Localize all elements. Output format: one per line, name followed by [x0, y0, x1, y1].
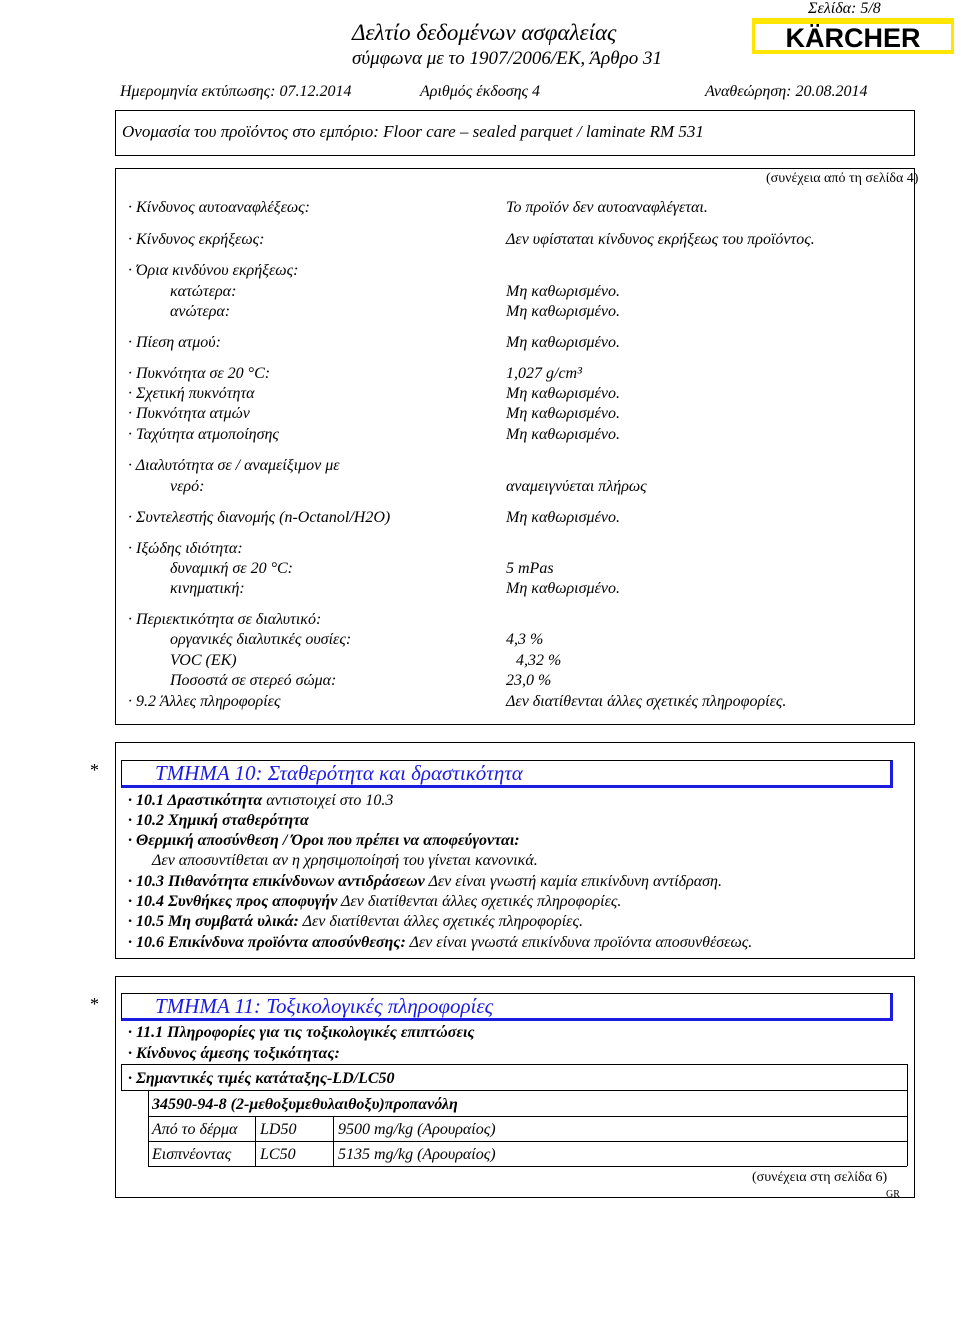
prop-label-upper: ανώτερα: [170, 303, 231, 320]
s11-row2-value: 5135 mg/kg (Αρουραίος) [338, 1146, 496, 1163]
s11-row2-type: LC50 [260, 1146, 296, 1163]
s11-table-vrule-outer [121, 1064, 122, 1090]
s11-ld-lc50-heading: · Σημαντικές τιμές κατάταξης-LD/LC50 [128, 1070, 395, 1087]
prop-label-self-ignition: · Κίνδυνος αυτοαναφλέξεως: [128, 199, 310, 216]
prop-value-vapour-pressure: Μη καθωρισμένο. [506, 334, 620, 351]
svg-text:KÄRCHER: KÄRCHER [785, 23, 921, 53]
product-name: Ονομασία του προϊόντος στο εμπόριο: Floor care – sealed parquet / laminate RM 531 [122, 122, 704, 141]
prop-label-other-info: · 9.2 Άλλες πληροφορίες [128, 693, 281, 710]
version-number: Αριθμός έκδοσης 4 [420, 83, 541, 100]
page-number: Σελίδα: 5/8 [808, 0, 881, 17]
prop-label-vapour-pressure: · Πίεση ατμού: [128, 334, 221, 351]
s10-conditions-text: Δεν διατίθενται άλλες σχετικές πληροφορίες. [337, 893, 622, 910]
s11-table-vrule-right [907, 1064, 908, 1166]
s10-line-hazardous-reactions [128, 873, 722, 891]
prop-value-explosion: Δεν υφίσταται κίνδυνος εκρήξεως του προϊόντος. [506, 231, 815, 248]
s10-hazardous-reactions-label: · 10.3 Πιθανότητα επικίνδυνων αντιδράσεων [128, 873, 425, 890]
document-title: Δελτίο δεδομένων ασφαλείας [352, 20, 617, 45]
s11-row2-route: Εισπνέοντας [152, 1146, 232, 1163]
prop-label-solubility: · Διαλυτότητα σε / αναμείξιμον με [128, 457, 340, 474]
s10-conditions-label: · 10.4 Συνθήκες προς αποφυγήν [128, 893, 338, 910]
prop-label-lower: κατώτερα: [170, 283, 237, 300]
continued-from: (συνέχεια από τη σελίδα 4) [766, 171, 919, 186]
s11-table-top-rule [121, 1064, 907, 1065]
prop-value-vapour-density: Μη καθωρισμένο. [506, 405, 620, 422]
s11-table-rule-2 [121, 1090, 907, 1091]
prop-label-explosion-limits: · Όρια κινδύνου εκρήξεως: [128, 262, 299, 279]
s10-hazardous-reactions-text: Δεν είναι γνωστή καμία επικίνδυνη αντίδραση. [424, 873, 722, 890]
prop-label-evaporation: · Ταχύτητα ατμοποίησης [128, 426, 279, 443]
section11-change-marker: * [90, 994, 99, 1014]
prop-label-viscosity: · Ιξώδης ιδιότητα: [128, 540, 243, 557]
section10-change-marker: * [90, 760, 99, 780]
prop-value-lower: Μη καθωρισμένο. [506, 283, 620, 300]
prop-value-other-info: Δεν διατίθενται άλλες σχετικές πληροφορίες. [506, 693, 787, 710]
s10-reactivity-label: · 10.1 Δραστικότητα [128, 792, 263, 809]
s10-incompatible-label: · 10.5 Μη συμβατά υλικά: [128, 913, 299, 930]
section10-header [121, 760, 893, 788]
s11-toxicological-effects: · 11.1 Πληροφορίες για τις τοξικολογικές επιπτώσεις [128, 1024, 475, 1041]
section10-title: ΤΜΗΜΑ 10: Σταθερότητα και δραστικότητα [155, 761, 523, 785]
prop-value-relative-density: Μη καθωρισμένο. [506, 385, 620, 402]
language-code: GR [886, 1189, 900, 1200]
prop-value-water: αναμειγνύεται πλήρως [506, 478, 647, 495]
s10-thermal-decomposition: · Θερμική αποσύνθεση / Όροι που πρέπει να αποφεύγονται: [128, 832, 520, 849]
s11-substance-name: 34590-94-8 (2-μεθοξυμεθυλαιθοξυ)προπανόλη [152, 1096, 458, 1113]
prop-label-partition: · Συντελεστής διανομής (n-Octanol/H2O) [128, 509, 391, 526]
section11-title: ΤΜΗΜΑ 11: Τοξικολογικές πληροφορίες [155, 994, 494, 1018]
prop-value-kinematic: Μη καθωρισμένο. [506, 580, 620, 597]
s10-line-conditions [128, 893, 621, 911]
prop-label-kinematic: κινηματική: [170, 580, 245, 597]
s11-table-vrule-1 [255, 1116, 256, 1166]
s10-chemical-stability: · 10.2 Χημική σταθερότητα [128, 812, 309, 829]
s10-reactivity-text: αντιστοιχεί στο 10.3 [262, 792, 394, 809]
prop-value-density: 1,027 g/cm³ [506, 365, 582, 382]
prop-value-dynamic: 5 mPas [506, 560, 554, 577]
s10-line-reactivity [128, 792, 393, 810]
s11-table-vrule-left [148, 1090, 149, 1166]
s11-row1-route: Από το δέρμα [152, 1121, 238, 1138]
prop-value-partition: Μη καθωρισμένο. [506, 509, 620, 526]
s10-thermal-text: Δεν αποσυντίθεται αν η χρησιμοποίησή του γίνεται κανονικά. [152, 852, 538, 869]
s11-acute-toxicity: · Κίνδυνος άμεσης τοξικότητας: [128, 1045, 340, 1062]
s11-table-vrule-2 [333, 1116, 334, 1166]
prop-value-upper: Μη καθωρισμένο. [506, 303, 620, 320]
prop-label-organic-solvents: οργανικές διαλυτικές ουσίες: [170, 631, 352, 648]
s11-table-bottom-rule [148, 1166, 907, 1167]
s10-line-incompatible [128, 913, 583, 931]
s11-row1-type: LD50 [260, 1121, 297, 1138]
prop-label-water: νερό: [170, 478, 205, 495]
prop-value-voc: 4,32 % [516, 652, 562, 669]
document-subtitle: σύμφωνα με το 1907/2006/ΕΚ, Άρθρο 31 [352, 48, 662, 69]
prop-label-density: · Πυκνότητα σε 20 °C: [128, 365, 271, 382]
prop-value-organic-solvents: 4,3 % [506, 631, 544, 648]
product-name-box [115, 110, 915, 156]
prop-label-relative-density: · Σχετική πυκνότητα [128, 385, 255, 402]
prop-label-vapour-density: · Πυκνότητα ατμών [128, 405, 250, 422]
prop-label-solvent-content: · Περιεκτικότητα σε διαλυτικό: [128, 611, 322, 628]
prop-label-voc: VOC (EK) [170, 652, 237, 669]
s11-table-rule-4 [148, 1141, 907, 1142]
s11-row1-value: 9500 mg/kg (Αρουραίος) [338, 1121, 496, 1138]
prop-value-self-ignition: Το προϊόν δεν αυτοαναφλέγεται. [506, 199, 708, 216]
s10-line-decomposition-products [128, 934, 752, 952]
s10-incompatible-text: Δεν διατίθενται άλλες σχετικές πληροφορίες. [298, 913, 583, 930]
karcher-logo [752, 18, 954, 54]
s11-table-rule-3 [148, 1116, 907, 1117]
prop-label-explosion: · Κίνδυνος εκρήξεως: [128, 231, 265, 248]
prop-label-solids: Ποσοστά σε στερεό σώμα: [170, 672, 337, 689]
s10-decomposition-products-text: Δεν είναι γνωστά επικίνδυνα προϊόντα αποσυνθέσεως. [405, 934, 753, 951]
section11-header [121, 993, 893, 1021]
revision-date: Αναθεώρηση: 20.08.2014 [705, 83, 868, 100]
prop-value-evaporation: Μη καθωρισμένο. [506, 426, 620, 443]
prop-value-solids: 23,0 % [506, 672, 552, 689]
continued-to: (συνέχεια στη σελίδα 6) [752, 1170, 888, 1185]
s10-decomposition-products-label: · 10.6 Επικίνδυνα προϊόντα αποσύνθεσης: [128, 934, 406, 951]
prop-label-dynamic: δυναμική σε 20 °C: [170, 560, 293, 577]
print-date: Ημερομηνία εκτύπωσης: 07.12.2014 [120, 83, 352, 100]
